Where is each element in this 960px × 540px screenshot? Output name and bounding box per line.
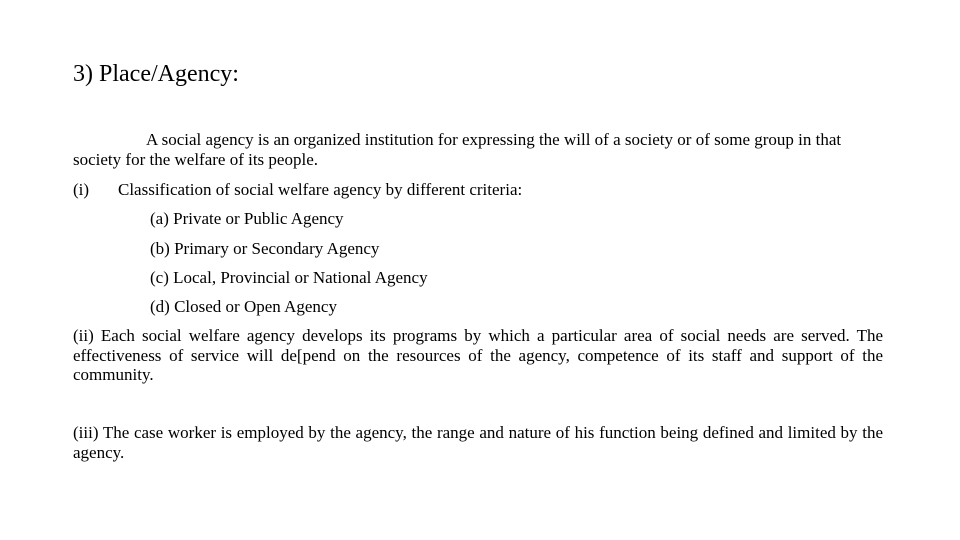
classification-item-a: (a) Private or Public Agency bbox=[150, 209, 344, 228]
point-iii-paragraph: (iii) The case worker is employed by the agency, the range and nature of his function being defined and limited by the agency. bbox=[73, 423, 883, 462]
classification-item-c: (c) Local, Provincial or National Agency bbox=[150, 268, 428, 287]
definition-paragraph: A social agency is an organized institution for expressing the will of a society or of some group in that society for the welfare of its people. bbox=[73, 130, 842, 169]
point-ii-paragraph: (ii) Each social welfare agency develops its programs by which a particular area of social needs are served. The effectiveness of service will de[pend on the resources of the agency, competence of its staff and support of the community. bbox=[73, 326, 883, 384]
classification-item-b: (b) Primary or Secondary Agency bbox=[150, 239, 380, 258]
classification-item-d: (d) Closed or Open Agency bbox=[150, 297, 337, 316]
classification-marker: (i) bbox=[73, 180, 90, 199]
classification-heading: Classification of social welfare agency by different criteria: bbox=[118, 180, 523, 199]
slide-title: 3) Place/Agency: bbox=[73, 61, 239, 87]
